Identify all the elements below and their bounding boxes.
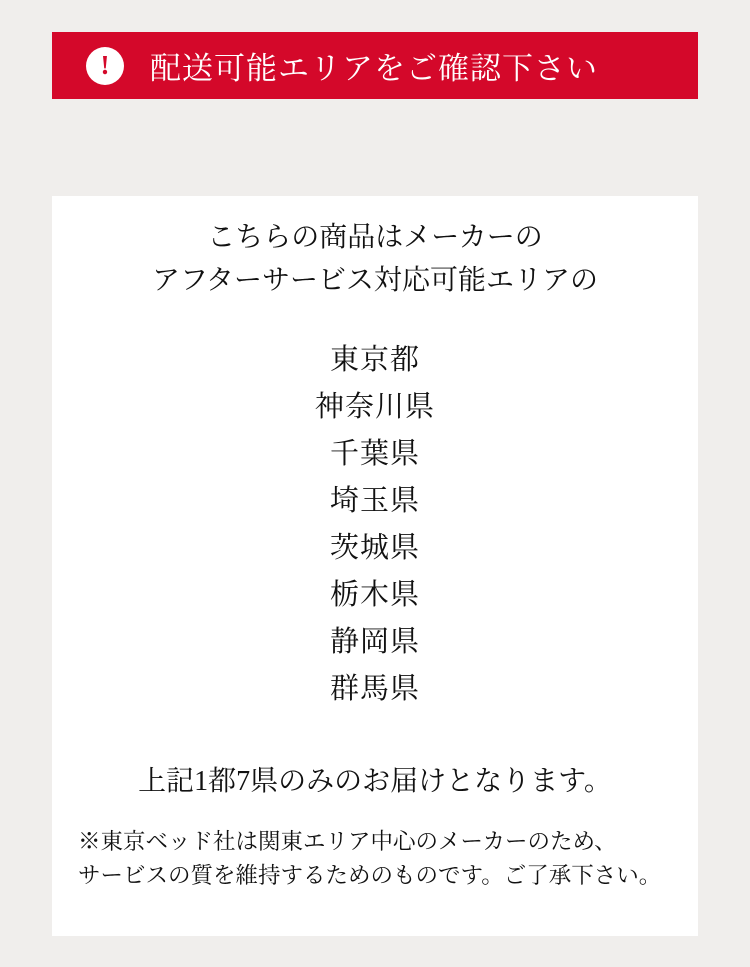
disclaimer-note bbox=[52, 825, 698, 895]
note-line-2: サービスの質を維持するためのものです。ご了承下さい。 bbox=[78, 863, 662, 889]
list-item: 東京都 bbox=[329, 343, 420, 376]
list-item: 静岡県 bbox=[329, 625, 420, 658]
note-line-1: ※東京ベッド社は関東エリア中心のメーカーのため、 bbox=[78, 828, 617, 854]
banner-title: 配送可能エリアをご確認下さい bbox=[150, 51, 598, 86]
list-item: 群馬県 bbox=[329, 672, 420, 705]
list-item: 千葉県 bbox=[329, 437, 420, 470]
region-list bbox=[52, 337, 698, 713]
list-item: 神奈川県 bbox=[314, 390, 435, 423]
notice-card bbox=[52, 196, 698, 936]
list-item: 栃木県 bbox=[329, 578, 420, 611]
summary-text: 上記1都7県のみのお届けとなります。 bbox=[138, 765, 612, 797]
intro-line-1: こちらの商品はメーカーの bbox=[207, 222, 543, 253]
list-item: 埼玉県 bbox=[329, 484, 420, 517]
delivery-area-banner bbox=[52, 32, 698, 99]
intro-text bbox=[52, 196, 698, 303]
exclamation-mark: ! bbox=[100, 49, 110, 80]
intro-line-2: アフターサービス対応可能エリアの bbox=[151, 265, 599, 297]
list-item: 茨城県 bbox=[329, 531, 420, 564]
exclamation-icon bbox=[86, 47, 124, 85]
